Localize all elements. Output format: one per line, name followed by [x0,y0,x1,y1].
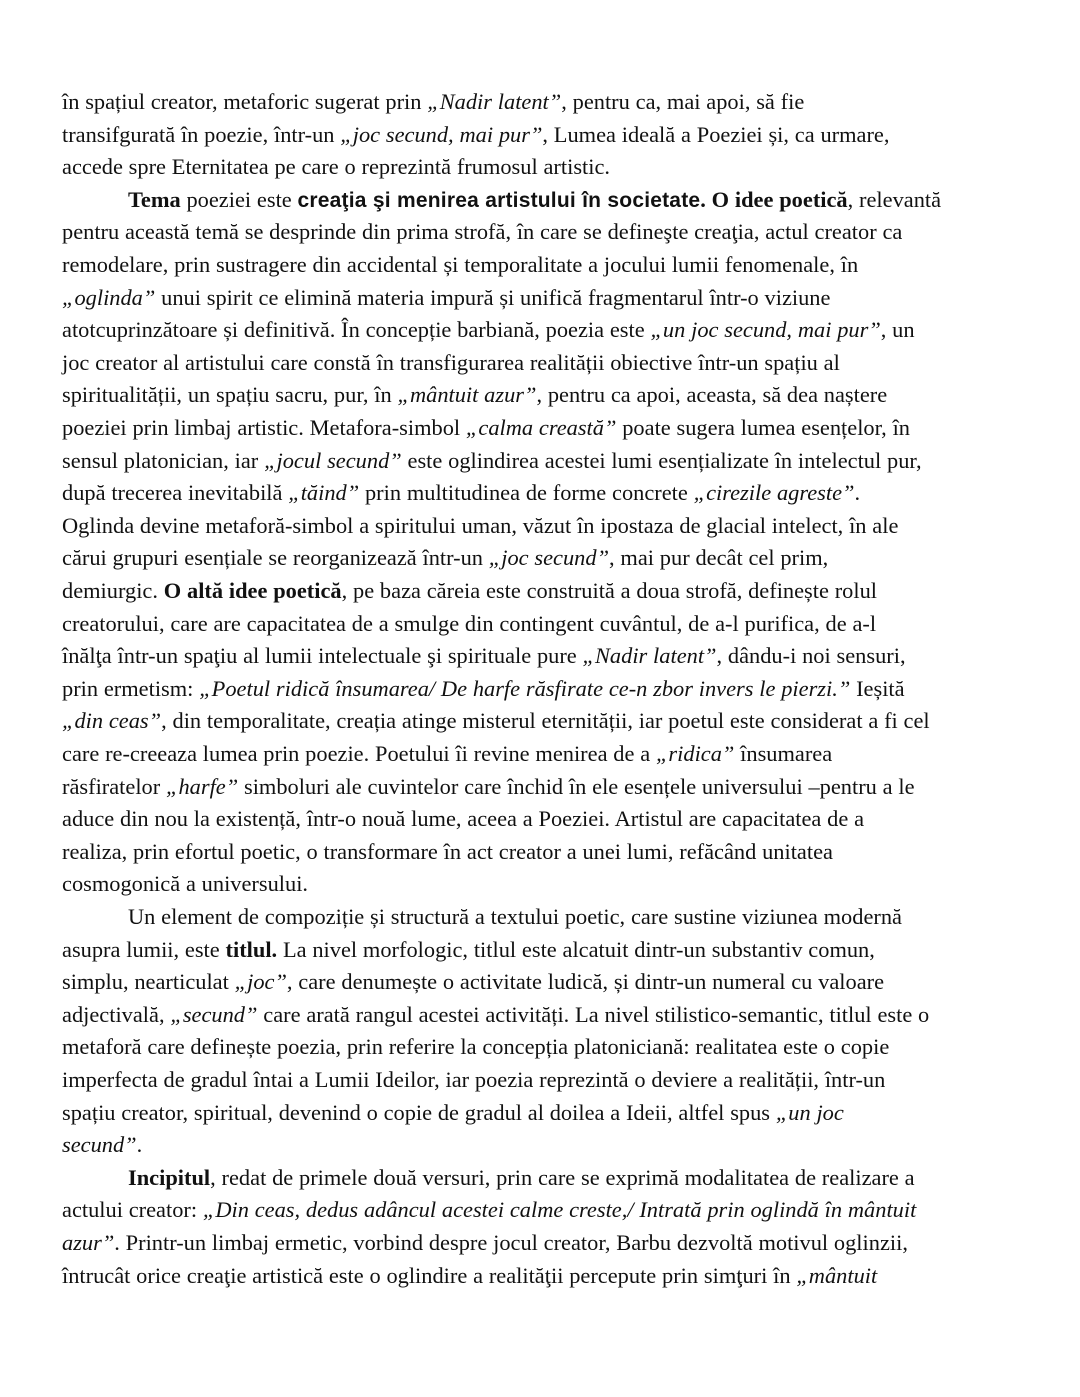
text-line [62,1064,885,1097]
text-run: prin ermetism: [62,675,200,701]
text-line [62,445,922,478]
text-line [62,249,858,282]
text-run: imperfecta de gradul întai a Lumii Ideilor, iar poezia reprezintă o deviere a realității, într-un [62,1067,886,1092]
italic-quote: „mântuit azur” [397,382,537,408]
text-line [62,347,840,380]
text-line [128,901,902,934]
text-line [128,184,941,218]
text-run: în spațiul creator, metaforic sugerat prin [62,89,428,114]
text-line [62,282,830,315]
text-run: , din temporalitate, creația atinge misterul eternității, iar poetul este considerat a fi cel [161,708,930,734]
text-run: , un [880,317,915,343]
italic-quote: „Nadir latent” [582,643,717,669]
text-run: Un element de compoziție și structură a textului poetic, care sustine viziunea modernă [128,904,902,929]
text-line [62,1129,142,1162]
italic-quote: „Nadir latent” [427,89,562,114]
italic-quote: azur” [62,1230,115,1255]
text-line [62,412,910,445]
text-run: Ieșită [850,675,905,701]
text-run: pentru această temă se desprinde din prima strofă, în care se defineşte creaţia, actul creator ca [62,219,903,245]
text-run: sensul platonician, iar [62,447,265,473]
text-run: poeziei este [180,186,298,212]
text-run: accede spre Eternitatea pe care o reprezintă frumosul artistic. [62,154,611,180]
text-run: . [136,1132,143,1158]
text-run: . [854,480,861,506]
text-run: demiurgic. [62,578,164,603]
text-run: . Printr-un limbaj ermetic, vorbind despre jocul creator, Barbu dezvoltă motivul oglinzii, [114,1230,908,1255]
text-run: atotcuprinzătoare și definitivă. În concepție barbiană, poezia este [62,317,651,343]
text-run: unui spirit ce elimină materia impură și unifică fragmentarul într-o viziune [155,284,831,310]
italic-quote: „joc secund, mai pur” [340,121,543,147]
text-run: creatorului, care are capacitatea de a smulge din contingent cuvântul, de a-l purifica, de a-l [62,610,877,636]
text-line [62,379,887,412]
bold-term: O altă idee poetică [163,578,342,603]
text-run: remodelare, prin sustragere din accidental și temporalitate a jocului lumii fenomenale, în [62,252,859,277]
text-run: poate sugera lumea esențelor, în [616,415,910,440]
italic-quote: „jocul secund” [264,447,402,473]
text-run: Oglinda devine metaforă-simbol a spiritului uman, văzut în ipostaza de glacial intelect, în ale [62,512,899,538]
text-line [62,575,877,608]
text-run: însumarea [734,741,833,766]
text-line [62,314,915,347]
text-run: simboluri ale cuvintelor care închid în ele esențele universului –pentru a le [238,773,915,799]
text-run: , pe baza căreia este construită a doua strofă, definește rolul [341,578,878,603]
text-run: spiritualității, un spațiu sacru, pur, în [62,382,398,408]
text-run: este oglindirea acestei lumi esențializate în intelectul pur, [401,447,922,473]
italic-quote: „tăind” [288,480,360,506]
text-run: cărui grupuri esențiale se reorganizează într-un [62,545,489,571]
italic-quote: „joc” [234,969,287,995]
italic-quote: „Din ceas, dedus adâncul acestei calme creste,/ Intrată prin oglindă în mântuit [202,1197,917,1223]
text-line [62,216,902,249]
text-run: prin multitudinea de forme concrete [359,480,694,506]
text-line [62,477,860,510]
text-run: realiza, prin efortul poetic, o transformare în act creator a unei lumi, refăcând unitatea [62,838,833,864]
italic-quote: „ridica” [655,741,735,766]
text-line [62,1031,889,1064]
text-line [128,1162,915,1195]
bold-term: Incipitul [128,1164,211,1190]
text-line [62,640,906,673]
text-run: , redat de primele două versuri, prin care se exprimă modalitatea de realizare a [210,1164,915,1190]
text-run: asupra lumii, este [62,936,226,962]
bold-term: Tema [128,186,181,212]
text-run: poeziei prin limbaj artistic. Metafora-simbol [62,415,466,440]
text-run: cosmogonică a universului. [62,871,309,897]
text-line [62,934,875,967]
text-line [62,705,930,738]
text-run: metaforă care definește poezia, prin referire la concepția platoniciană: realitatea este o copie [62,1034,890,1060]
text-run: aduce din nou la existență, într-o nouă lume, aceea a Poeziei. Artistul are capacitatea de a [62,806,865,832]
text-line [62,868,308,901]
text-run: înălţa într-un spaţiu al lumii intelectuale şi spirituale pure [62,643,583,669]
text-line [62,999,929,1032]
text-run: joc creator al artistului care constă în transfigurarea realității obiective într-un spațiu al [62,349,840,375]
text-run: simplu, nearticulat [62,969,235,995]
bold-term: O idee poetică [711,186,848,212]
text-line [62,803,864,836]
text-run: după trecerea inevitabilă [62,480,289,506]
italic-quote: „un joc [775,1099,844,1125]
text-run: răsfiratelor [62,773,167,799]
italic-quote: „mântuit [796,1262,878,1288]
italic-quote: „oglinda” [62,284,156,310]
text-run: care re-creeaza lumea prin poezie. Poetului îi revine menirea de a [62,741,656,766]
text-run: adjectivală, [62,1001,171,1027]
italic-quote: „din ceas” [62,708,162,734]
text-line [62,738,832,771]
text-run: , mai pur decât cel prim, [609,545,829,571]
italic-quote: „joc secund” [488,545,610,571]
text-run: , dându-i noi sensuri, [716,643,906,669]
text-run: , Lumea ideală a Poeziei și, ca urmare, [542,121,890,147]
bold-term: . [700,186,712,212]
text-line [62,119,889,152]
text-line [62,510,898,543]
text-line [62,1194,916,1227]
text-line [62,836,833,869]
bold-term: titlul. [225,936,278,962]
text-line [62,771,915,804]
italic-quote: „secund” [170,1001,258,1027]
text-run: întrucât orice creaţie artistică este o oglindire a realităţii percepute prin simţuri în [62,1262,797,1288]
text-line [62,86,804,119]
text-run: transifgurată în poezie, într-un [62,121,341,147]
text-run: actului creator: [62,1197,203,1223]
text-line [62,1227,908,1260]
text-line [62,608,876,641]
text-run: care arată rangul acestei activități. La nivel stilistico-semantic, titlul este o [257,1001,930,1027]
text-line [62,1260,877,1293]
italic-quote: secund” [62,1132,137,1158]
text-run: , pentru ca apoi, aceasta, să dea naștere [536,382,888,408]
text-run: , relevantă [847,186,942,212]
text-line [62,673,905,706]
italic-quote: „harfe” [166,773,239,799]
text-run: , pentru ca, mai apoi, să fie [561,89,805,114]
italic-quote: „un joc secund, mai pur” [650,317,881,343]
text-line [62,542,828,575]
text-line [62,966,884,999]
italic-quote: „Poetul ridică însumarea/ De harfe răsfirate ce-n zbor invers le pierzi.” [199,675,851,701]
text-run: La nivel morfologic, titlul este alcatuit dintr-un substantiv comun, [277,936,875,962]
bold-term: creaţia şi menirea artistului în societate [297,188,701,212]
text-run: , care denumește o activitate ludică, și dintr-un numeral cu valoare [286,969,885,995]
text-run: spațiu creator, spiritual, devenind o copie de gradul al doilea a Ideii, altfel spus [62,1099,776,1125]
italic-quote: „calma creastă” [465,415,617,440]
text-line [62,151,610,184]
italic-quote: „cirezile agreste” [693,480,855,506]
text-line [62,1097,844,1130]
